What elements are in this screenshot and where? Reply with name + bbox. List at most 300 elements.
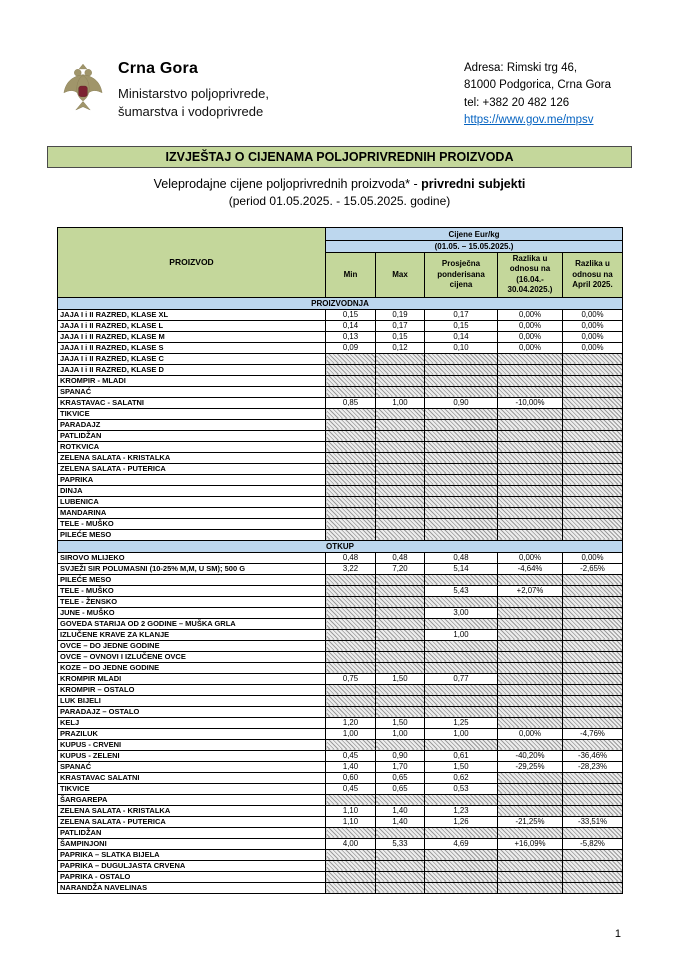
product-cell: ZELENA SALATA - PUTERICA — [58, 463, 326, 474]
avg-price-cell — [425, 529, 498, 540]
avg-price-cell — [425, 849, 498, 860]
diff-prev-period-cell — [498, 640, 563, 651]
subtitle-bold-text: privredni subjekti — [421, 177, 526, 191]
max-cell: 7,20 — [376, 563, 425, 574]
max-cell — [376, 596, 425, 607]
ministry-line1: Ministarstvo poljoprivrede, — [118, 86, 270, 101]
table-row — [58, 364, 623, 375]
max-cell — [376, 607, 425, 618]
diff-april-cell — [563, 485, 623, 496]
column-header-max: Max — [376, 253, 425, 298]
table-row — [58, 452, 623, 463]
min-cell — [326, 882, 376, 893]
diff-april-cell — [563, 651, 623, 662]
section-title: PROIZVODNJA — [58, 297, 623, 309]
product-cell: LUK BIJELI — [58, 695, 326, 706]
table-row — [58, 882, 623, 893]
diff-april-cell — [563, 397, 623, 408]
org-text — [118, 60, 269, 122]
diff-prev-period-cell — [498, 695, 563, 706]
table-row — [58, 607, 623, 618]
max-cell — [376, 353, 425, 364]
table-row — [58, 485, 623, 496]
min-cell — [326, 860, 376, 871]
avg-price-cell — [425, 353, 498, 364]
min-cell — [326, 574, 376, 585]
diff-prev-period-cell — [498, 860, 563, 871]
diff-april-cell: -5,82% — [563, 838, 623, 849]
diff-prev-period-cell — [498, 805, 563, 816]
min-cell — [326, 452, 376, 463]
avg-price-cell: 0,77 — [425, 673, 498, 684]
avg-price-cell — [425, 882, 498, 893]
diff-prev-period-cell — [498, 463, 563, 474]
min-cell: 0,13 — [326, 331, 376, 342]
product-cell: PARADAJZ — [58, 419, 326, 430]
max-cell: 0,15 — [376, 331, 425, 342]
table-row — [58, 662, 623, 673]
avg-price-cell — [425, 574, 498, 585]
diff-prev-period-cell — [498, 529, 563, 540]
diff-april-cell: 0,00% — [563, 320, 623, 331]
avg-price-cell — [425, 596, 498, 607]
product-cell: TIKVICE — [58, 783, 326, 794]
max-cell — [376, 419, 425, 430]
min-cell: 3,22 — [326, 563, 376, 574]
table-row — [58, 518, 623, 529]
min-cell: 0,45 — [326, 750, 376, 761]
avg-price-cell — [425, 651, 498, 662]
diff-april-cell — [563, 640, 623, 651]
avg-price-cell — [425, 463, 498, 474]
table-header-row-1 — [58, 228, 623, 241]
max-cell — [376, 364, 425, 375]
diff-april-cell: -28,23% — [563, 761, 623, 772]
product-cell: IZLUČENE KRAVE ZA KLANJE — [58, 629, 326, 640]
table-row — [58, 640, 623, 651]
product-cell: TIKVICE — [58, 408, 326, 419]
table-row — [58, 320, 623, 331]
max-cell: 0,65 — [376, 772, 425, 783]
min-cell: 0,09 — [326, 342, 376, 353]
diff-april-cell — [563, 364, 623, 375]
avg-price-cell — [425, 871, 498, 882]
section-header-row — [58, 540, 623, 552]
avg-price-cell: 1,25 — [425, 717, 498, 728]
avg-price-cell: 1,26 — [425, 816, 498, 827]
avg-price-cell: 0,17 — [425, 309, 498, 320]
max-cell — [376, 640, 425, 651]
min-cell — [326, 529, 376, 540]
max-cell — [376, 860, 425, 871]
diff-april-cell — [563, 695, 623, 706]
min-cell — [326, 640, 376, 651]
diff-prev-period-cell — [498, 706, 563, 717]
min-cell — [326, 585, 376, 596]
column-header-min: Min — [326, 253, 376, 298]
diff-april-cell: 0,00% — [563, 342, 623, 353]
max-cell — [376, 375, 425, 386]
min-cell — [326, 871, 376, 882]
product-cell: KOZE – DO JEDNE GODINE — [58, 662, 326, 673]
product-cell: PRAZILUK — [58, 728, 326, 739]
min-cell — [326, 794, 376, 805]
table-row — [58, 651, 623, 662]
min-cell — [326, 485, 376, 496]
min-cell — [326, 827, 376, 838]
diff-prev-period-cell: +2,07% — [498, 585, 563, 596]
diff-prev-period-cell — [498, 364, 563, 375]
diff-prev-period-cell — [498, 629, 563, 640]
max-cell: 0,48 — [376, 552, 425, 563]
diff-prev-period-cell — [498, 607, 563, 618]
diff-april-cell — [563, 585, 623, 596]
diff-prev-period-cell — [498, 849, 563, 860]
product-cell: JAJA I i II RAZRED, KLASE M — [58, 331, 326, 342]
product-cell: GOVEDA STARIJA OD 2 GODINE – MUŠKA GRLA — [58, 618, 326, 629]
table-row — [58, 331, 623, 342]
min-cell — [326, 507, 376, 518]
max-cell: 1,50 — [376, 673, 425, 684]
avg-price-cell: 0,14 — [425, 331, 498, 342]
max-cell: 0,65 — [376, 783, 425, 794]
min-cell — [326, 596, 376, 607]
product-cell: PAPRIKA — [58, 474, 326, 485]
table-row — [58, 596, 623, 607]
diff-april-cell — [563, 871, 623, 882]
diff-april-cell — [563, 441, 623, 452]
diff-april-cell — [563, 518, 623, 529]
min-cell — [326, 739, 376, 750]
min-cell — [326, 518, 376, 529]
table-row — [58, 397, 623, 408]
min-cell — [326, 474, 376, 485]
avg-price-cell: 4,69 — [425, 838, 498, 849]
product-cell: JAJA I i II RAZRED, KLASE S — [58, 342, 326, 353]
max-cell — [376, 871, 425, 882]
table-row — [58, 805, 623, 816]
min-cell: 1,40 — [326, 761, 376, 772]
avg-price-cell: 3,00 — [425, 607, 498, 618]
report-period: (period 01.05.2025. - 15.05.2025. godine) — [228, 194, 451, 208]
max-cell: 5,33 — [376, 838, 425, 849]
avg-price-cell — [425, 408, 498, 419]
table-row — [58, 629, 623, 640]
table-row — [58, 827, 623, 838]
section-header-row — [58, 297, 623, 309]
diff-april-cell: 0,00% — [563, 331, 623, 342]
max-cell — [376, 882, 425, 893]
min-cell: 0,48 — [326, 552, 376, 563]
min-cell — [326, 695, 376, 706]
product-cell: KUPUS - ZELENI — [58, 750, 326, 761]
diff-april-cell — [563, 629, 623, 640]
diff-april-cell — [563, 496, 623, 507]
diff-prev-period-cell — [498, 419, 563, 430]
product-cell: OVCE – OVNOVI I IZLUČENE OVCE — [58, 651, 326, 662]
diff-prev-period-cell — [498, 783, 563, 794]
report-subtitle — [0, 177, 679, 191]
diff-april-cell — [563, 794, 623, 805]
min-cell — [326, 629, 376, 640]
min-cell: 4,00 — [326, 838, 376, 849]
diff-april-cell — [563, 419, 623, 430]
diff-prev-period-cell — [498, 662, 563, 673]
product-cell: PILEĆE MESO — [58, 574, 326, 585]
avg-price-cell — [425, 375, 498, 386]
avg-price-cell: 0,53 — [425, 783, 498, 794]
avg-price-cell: 1,00 — [425, 728, 498, 739]
column-header-diff-april: Razlika u odnosu na April 2025. — [563, 253, 623, 298]
diff-april-cell — [563, 430, 623, 441]
avg-price-cell: 0,90 — [425, 397, 498, 408]
diff-prev-period-cell — [498, 485, 563, 496]
product-cell: TELE - MUŠKO — [58, 518, 326, 529]
diff-prev-period-cell: -40,20% — [498, 750, 563, 761]
product-cell: LUBENICA — [58, 496, 326, 507]
diff-april-cell: 0,00% — [563, 552, 623, 563]
diff-prev-period-cell — [498, 673, 563, 684]
diff-prev-period-cell — [498, 882, 563, 893]
org-block — [62, 60, 269, 122]
max-cell — [376, 485, 425, 496]
website-link[interactable]: https://www.gov.me/mpsv — [464, 113, 594, 126]
table-row — [58, 529, 623, 540]
min-cell — [326, 849, 376, 860]
table-row — [58, 585, 623, 596]
max-cell: 1,40 — [376, 816, 425, 827]
diff-prev-period-cell: -4,64% — [498, 563, 563, 574]
product-cell: KROMPIR MLADI — [58, 673, 326, 684]
org-name: Crna Gora — [118, 60, 199, 77]
table-row — [58, 552, 623, 563]
product-cell: SVJEŽI SIR POLUMASNI (10-25% M,M, U SM); 500 G — [58, 563, 326, 574]
table-row — [58, 441, 623, 452]
diff-prev-period-cell — [498, 386, 563, 397]
min-cell: 1,10 — [326, 805, 376, 816]
product-cell: SPANAĆ — [58, 761, 326, 772]
product-cell: OVCE – DO JEDNE GODINE — [58, 640, 326, 651]
product-cell: ZELENA SALATA - KRISTALKA — [58, 805, 326, 816]
max-cell: 0,90 — [376, 750, 425, 761]
avg-price-cell — [425, 794, 498, 805]
avg-price-cell: 0,62 — [425, 772, 498, 783]
product-cell: JAJA I i II RAZRED, KLASE L — [58, 320, 326, 331]
min-cell — [326, 463, 376, 474]
max-cell — [376, 474, 425, 485]
diff-april-cell — [563, 386, 623, 397]
max-cell — [376, 651, 425, 662]
document-header — [62, 60, 624, 129]
min-cell — [326, 419, 376, 430]
product-cell: PATLIDŽAN — [58, 827, 326, 838]
max-cell: 1,70 — [376, 761, 425, 772]
product-cell: SIROVO MLIJEKO — [58, 552, 326, 563]
diff-prev-period-cell: 0,00% — [498, 309, 563, 320]
min-cell: 1,10 — [326, 816, 376, 827]
table-row — [58, 563, 623, 574]
diff-april-cell — [563, 618, 623, 629]
diff-prev-period-cell — [498, 408, 563, 419]
min-cell — [326, 364, 376, 375]
min-cell — [326, 618, 376, 629]
avg-price-cell — [425, 507, 498, 518]
product-cell: KUPUS - CRVENI — [58, 739, 326, 750]
min-cell — [326, 706, 376, 717]
avg-price-cell — [425, 364, 498, 375]
table-row — [58, 618, 623, 629]
table-row — [58, 717, 623, 728]
ministry-line2: šumarstva i vodoprivrede — [118, 104, 264, 120]
avg-price-cell — [425, 827, 498, 838]
subtitle-text: Veleprodajne cijene poljoprivrednih proizvoda* - — [153, 177, 422, 191]
column-header-product: PROIZVOD — [58, 228, 326, 298]
diff-prev-period-cell — [498, 507, 563, 518]
avg-price-cell: 5,43 — [425, 585, 498, 596]
table-row — [58, 684, 623, 695]
max-cell: 0,17 — [376, 320, 425, 331]
max-cell — [376, 386, 425, 397]
product-cell: ŠAMPINJONI — [58, 838, 326, 849]
product-cell: JAJA I i II RAZRED, KLASE C — [58, 353, 326, 364]
diff-april-cell — [563, 507, 623, 518]
product-cell: ROTKVICA — [58, 441, 326, 452]
diff-april-cell: -33,51% — [563, 816, 623, 827]
product-cell: ZELENA SALATA - KRISTALKA — [58, 452, 326, 463]
max-cell — [376, 529, 425, 540]
max-cell: 0,12 — [376, 342, 425, 353]
diff-prev-period-cell — [498, 717, 563, 728]
min-cell: 0,45 — [326, 783, 376, 794]
diff-prev-period-cell — [498, 574, 563, 585]
diff-prev-period-cell — [498, 452, 563, 463]
product-cell: PARADAJZ – OSTALO — [58, 706, 326, 717]
max-cell: 1,00 — [376, 728, 425, 739]
avg-price-cell — [425, 386, 498, 397]
diff-prev-period-cell — [498, 618, 563, 629]
avg-price-cell — [425, 518, 498, 529]
diff-april-cell — [563, 673, 623, 684]
table-row — [58, 507, 623, 518]
table-row — [58, 816, 623, 827]
product-cell: TELE - ŽENSKO — [58, 596, 326, 607]
product-cell: SPANAĆ — [58, 386, 326, 397]
diff-prev-period-cell — [498, 827, 563, 838]
avg-price-cell: 0,15 — [425, 320, 498, 331]
avg-price-cell — [425, 695, 498, 706]
min-cell — [326, 375, 376, 386]
avg-price-cell — [425, 640, 498, 651]
diff-april-cell — [563, 684, 623, 695]
max-cell — [376, 706, 425, 717]
diff-prev-period-cell: +16,09% — [498, 838, 563, 849]
max-cell — [376, 441, 425, 452]
max-cell — [376, 574, 425, 585]
table-row — [58, 750, 623, 761]
diff-april-cell — [563, 463, 623, 474]
table-row — [58, 695, 623, 706]
diff-prev-period-cell — [498, 596, 563, 607]
diff-prev-period-cell — [498, 739, 563, 750]
table-row — [58, 496, 623, 507]
max-cell — [376, 496, 425, 507]
max-cell — [376, 585, 425, 596]
diff-prev-period-cell — [498, 375, 563, 386]
max-cell: 1,50 — [376, 717, 425, 728]
avg-price-cell — [425, 496, 498, 507]
product-cell: KROMPIR - MLADI — [58, 375, 326, 386]
product-cell: PILEĆE MESO — [58, 529, 326, 540]
table-row — [58, 849, 623, 860]
table-row — [58, 860, 623, 871]
avg-price-cell: 5,14 — [425, 563, 498, 574]
avg-price-cell — [425, 430, 498, 441]
table-row — [58, 706, 623, 717]
coat-of-arms-icon — [62, 62, 104, 114]
contact-block — [464, 60, 624, 129]
max-cell — [376, 452, 425, 463]
table-row — [58, 408, 623, 419]
diff-april-cell — [563, 607, 623, 618]
table-row — [58, 430, 623, 441]
avg-price-cell — [425, 739, 498, 750]
diff-prev-period-cell — [498, 441, 563, 452]
diff-prev-period-cell — [498, 474, 563, 485]
max-cell — [376, 463, 425, 474]
diff-april-cell — [563, 596, 623, 607]
price-period-header: (01.05. – 15.05.2025.) — [326, 241, 623, 253]
diff-prev-period-cell — [498, 772, 563, 783]
min-cell: 0,14 — [326, 320, 376, 331]
table-row — [58, 794, 623, 805]
avg-price-cell — [425, 485, 498, 496]
product-cell: ZELENA SALATA - PUTERICA — [58, 816, 326, 827]
table-row — [58, 419, 623, 430]
diff-prev-period-cell: -29,25% — [498, 761, 563, 772]
table-row — [58, 353, 623, 364]
min-cell: 0,85 — [326, 397, 376, 408]
max-cell — [376, 739, 425, 750]
table-row — [58, 463, 623, 474]
diff-prev-period-cell — [498, 353, 563, 364]
diff-april-cell — [563, 662, 623, 673]
min-cell — [326, 607, 376, 618]
avg-price-cell — [425, 618, 498, 629]
report-title-banner: IZVJEŠTAJ O CIJENAMA POLJOPRIVREDNIH PROIZVODA — [47, 146, 632, 168]
min-cell: 0,60 — [326, 772, 376, 783]
diff-prev-period-cell — [498, 684, 563, 695]
diff-april-cell — [563, 353, 623, 364]
diff-april-cell — [563, 529, 623, 540]
diff-april-cell — [563, 882, 623, 893]
min-cell — [326, 441, 376, 452]
product-cell: JUNE - MUŠKO — [58, 607, 326, 618]
diff-april-cell — [563, 706, 623, 717]
product-cell: DINJA — [58, 485, 326, 496]
product-cell: KROMPIR – OSTALO — [58, 684, 326, 695]
diff-prev-period-cell — [498, 871, 563, 882]
diff-april-cell: -2,65% — [563, 563, 623, 574]
table-row — [58, 342, 623, 353]
min-cell — [326, 651, 376, 662]
product-cell: PAPRIKA – SLATKA BIJELA — [58, 849, 326, 860]
diff-april-cell — [563, 772, 623, 783]
max-cell: 1,40 — [376, 805, 425, 816]
diff-april-cell: -36,46% — [563, 750, 623, 761]
table-row — [58, 375, 623, 386]
avg-price-cell: 1,00 — [425, 629, 498, 640]
max-cell — [376, 507, 425, 518]
